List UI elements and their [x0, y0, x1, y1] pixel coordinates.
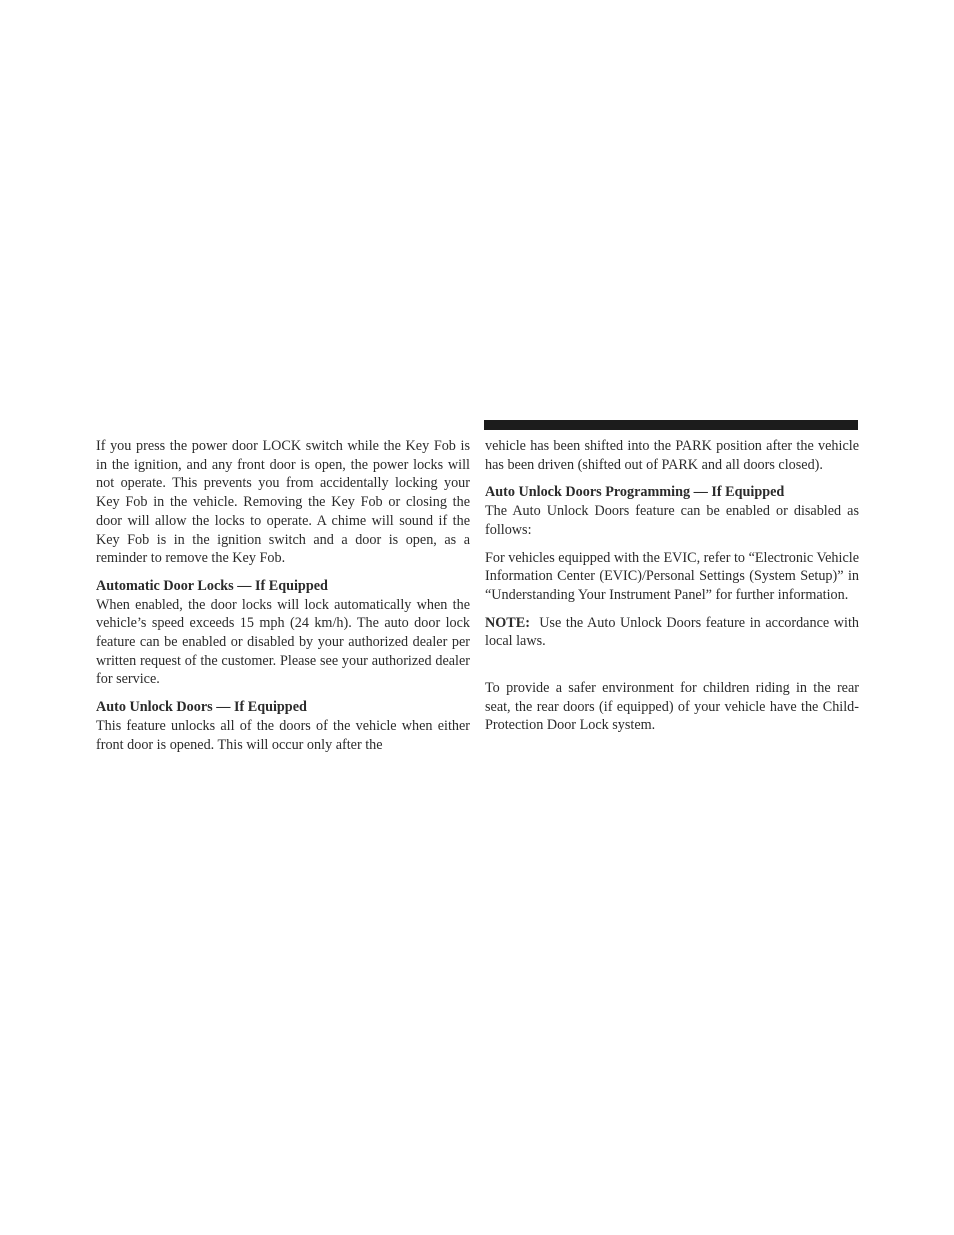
- note-label: NOTE:: [485, 614, 530, 631]
- left-column: [96, 437, 470, 754]
- intro-paragraph: If you press the power door LOCK switch while the Key Fob is in the ignition, and any front door is open, the power locks will not operate. This prevents you from accidentally locking your Key Fob in the vehicle. Removing the Key Fob or closing the door will allow the locks to operate. A chime will sound if the Key Fob is in the ignition switch and a door is open, as a reminder to remove the Key Fob.: [96, 438, 470, 567]
- evic-reference-text: For vehicles equipped with the EVIC, refer to “Electronic Vehicle Information Center (EVIC)/Personal Settings (System Setup)” in “Understanding Your Instrument Panel” for further information.: [485, 549, 859, 603]
- auto-unlock-doors-text-end: vehicle has been shifted into the PARK position after the vehicle has been driven (shifted out of PARK and all doors closed).: [485, 438, 859, 473]
- right-column: [485, 437, 859, 735]
- auto-unlock-doors-heading: Auto Unlock Doors — If Equipped: [96, 699, 307, 716]
- note-paragraph: [485, 614, 859, 651]
- section-header-bar: [484, 420, 858, 430]
- automatic-door-locks-text: When enabled, the door locks will lock automatically when the vehicle’s speed exceeds 15 mph (24 km/h). The auto door lock feature can be enabled or disabled by your authorized dealer per written request of the customer. Please see your authorized dealer for service.: [96, 596, 470, 688]
- auto-unlock-doors-text-start: This feature unlocks all of the doors of the vehicle when either front door is opened. This will occur only after the: [96, 717, 470, 753]
- note-text: Use the Auto Unlock Doors feature in accordance with local laws.: [485, 614, 860, 650]
- automatic-door-locks-heading: Automatic Door Locks — If Equipped: [96, 577, 328, 594]
- auto-unlock-programming-heading: Auto Unlock Doors Programming — If Equipped: [485, 484, 785, 501]
- auto-unlock-programming-text: The Auto Unlock Doors feature can be enabled or disabled as follows:: [485, 503, 859, 538]
- child-protection-text: To provide a safer environment for children riding in the rear seat, the rear doors (if equipped) of your vehicle have the Child-Protection Door Lock system.: [485, 680, 859, 734]
